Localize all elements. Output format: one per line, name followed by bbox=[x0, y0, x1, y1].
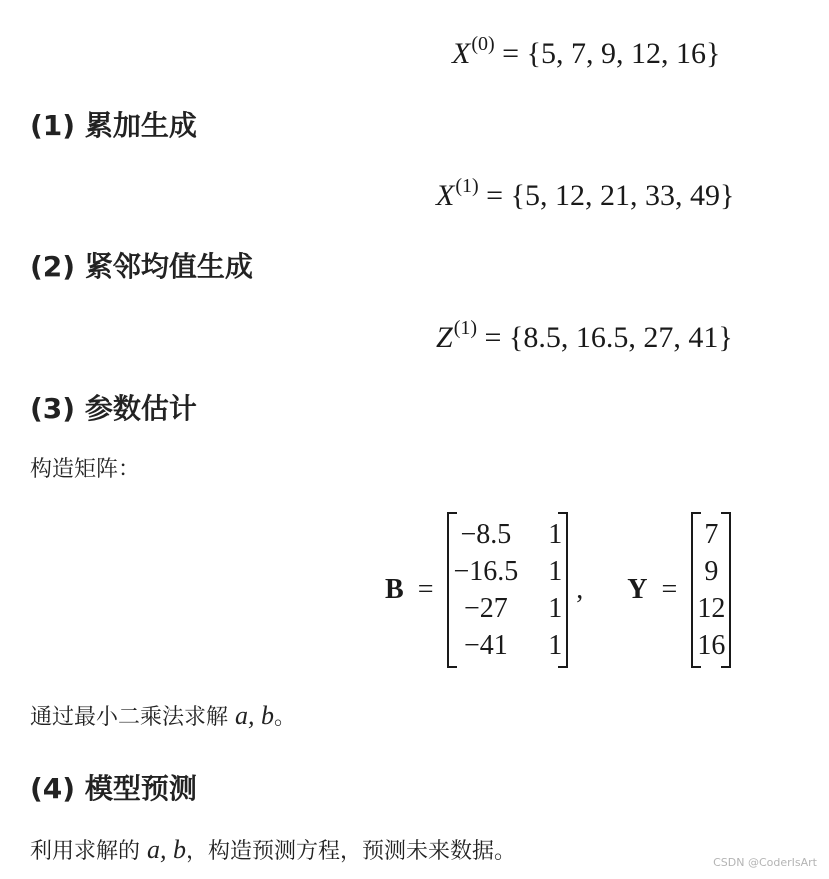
matrix-b-cell: 1 bbox=[548, 519, 563, 550]
eq-superscript: (1) bbox=[453, 317, 478, 339]
eq-rhs: = {5, 7, 9, 12, 16} bbox=[502, 37, 721, 70]
matrix-b-label: B bbox=[385, 574, 404, 605]
eq-superscript: (0) bbox=[471, 33, 495, 55]
matrix-y-cell: 7 bbox=[704, 519, 719, 550]
equals-sign: = bbox=[417, 574, 434, 605]
eq-symbol: X bbox=[436, 179, 455, 212]
matrix-b-cell: −16.5 bbox=[453, 556, 519, 587]
equation-z1 bbox=[436, 318, 733, 353]
section-heading-2: (2) 紧邻均值生成 bbox=[30, 250, 253, 283]
matrix-y-label: Y bbox=[627, 574, 648, 605]
construct-matrix-text: 构造矩阵： bbox=[30, 457, 141, 482]
prediction-text bbox=[30, 837, 516, 863]
matrix-b-cell: 1 bbox=[548, 593, 563, 624]
matrix-y-cell: 12 bbox=[697, 593, 726, 624]
matrix-y bbox=[691, 512, 731, 668]
equation-x1 bbox=[436, 176, 734, 211]
eq-rhs: = {5, 12, 21, 33, 49} bbox=[486, 179, 735, 212]
matrix-equation bbox=[385, 512, 731, 668]
matrix-b-cell: 1 bbox=[548, 630, 563, 661]
matrix-b-cell: −8.5 bbox=[460, 519, 512, 550]
equation-x0 bbox=[452, 34, 720, 69]
eq-rhs: = {8.5, 16.5, 27, 41} bbox=[484, 321, 733, 354]
least-squares-pre: 通过最小二乘法求解 bbox=[30, 705, 235, 730]
prediction-math: a, b bbox=[147, 835, 186, 864]
matrix-comma: , bbox=[576, 574, 584, 605]
watermark: CSDN @CoderIsArt bbox=[713, 856, 817, 869]
eq-symbol: X bbox=[452, 37, 471, 70]
eq-superscript: (1) bbox=[455, 175, 479, 197]
least-squares-text bbox=[30, 703, 296, 729]
section-heading-4: (4) 模型预测 bbox=[30, 772, 197, 805]
least-squares-post: 。 bbox=[274, 705, 297, 730]
least-squares-math: a, b bbox=[235, 701, 274, 730]
matrix-b-grid bbox=[447, 516, 568, 664]
eq-symbol: Z bbox=[436, 321, 453, 354]
matrix-b-cell: 1 bbox=[548, 556, 563, 587]
matrix-b bbox=[447, 512, 568, 668]
matrix-y-cell: 9 bbox=[704, 556, 719, 587]
matrix-y-cell: 16 bbox=[697, 630, 726, 661]
matrix-y-grid bbox=[691, 516, 731, 664]
equals-sign: = bbox=[661, 574, 678, 605]
section-heading-3: (3) 参数估计 bbox=[30, 392, 197, 425]
matrix-b-cell: −27 bbox=[463, 593, 508, 624]
prediction-pre: 利用求解的 bbox=[30, 839, 147, 864]
matrix-b-cell: −41 bbox=[463, 630, 508, 661]
section-heading-1: (1) 累加生成 bbox=[30, 109, 197, 142]
prediction-post: ，构造预测方程，预测未来数据。 bbox=[186, 839, 517, 864]
